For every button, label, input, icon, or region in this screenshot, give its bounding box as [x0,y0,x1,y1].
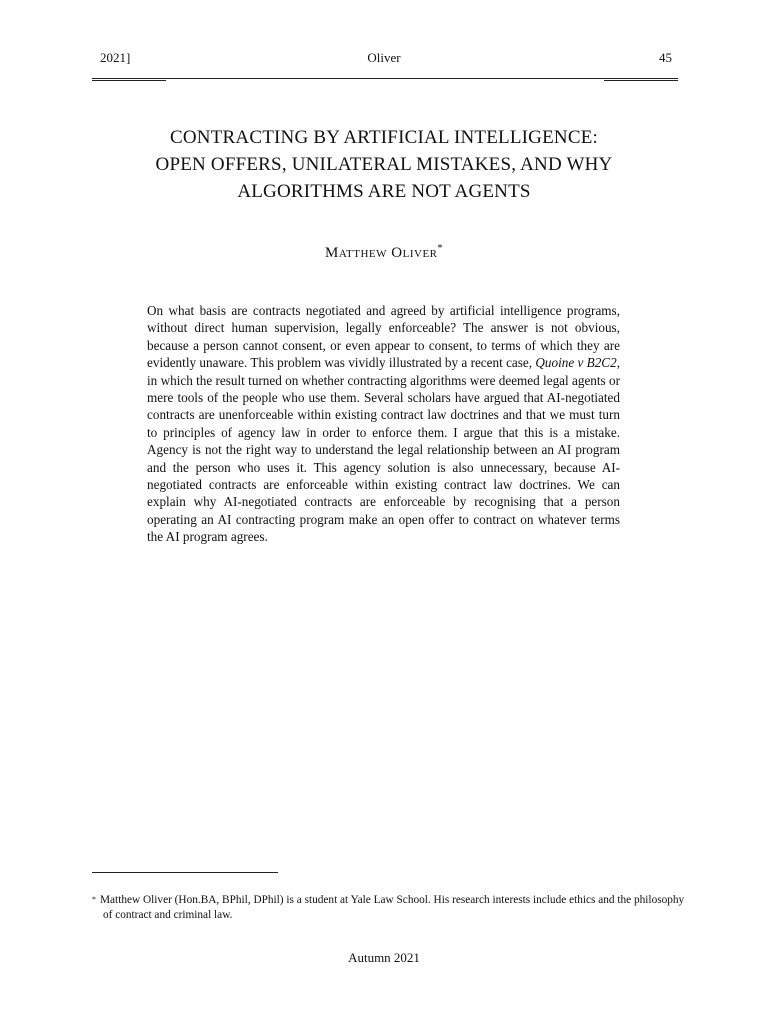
footnote-separator [92,872,278,873]
footnote-text: Matthew Oliver (Hon.BA, BPhil, DPhil) is a student at Yale Law School. His research interests include ethics and the philosophy of contract and criminal law. [100,894,685,921]
header-page-number: 45 [659,50,672,65]
abstract-text-end: , in which the result turned on whether contracting algorithms were deemed legal agents or mere tools of the people who use them. Several scholars have argued that AI-negotiated contracts are unenforceable within existing contract law doctrines and that we must turn to principles of agency law in order to enforce them. I argue that this is a mistake. Agency is not the right way to understand the legal relationship between an AI program and the person who uses it. This agency solution is also unnecessary, because AI-negotiated contracts are enforceable within existing contract law doctrines. We can explain why AI-negotiated contracts are enforceable by recognising that a person operating an AI contracting program make an open offer to contract on whatever terms the AI program agrees. [147,355,620,545]
author-footnote-mark[interactable]: * [437,243,443,254]
header-author: Oliver [367,50,401,65]
header-rule-left-accent [92,80,166,81]
article-author [0,243,768,262]
header-rule-right-accent [604,80,678,81]
author-footnote [92,893,689,922]
abstract-case-name: Quoine v B2C2 [535,355,617,371]
header-volume-year: 2021] [100,50,131,65]
article-title: CONTRACTING BY ARTIFICIAL INTELLIGENCE: OPEN OFFERS, UNILATERAL MISTAKES, AND WHY ALGORITHMS ARE NOT AGENTS [155,127,613,202]
issue-footer: Autumn 2021 [348,950,420,965]
running-header [0,50,768,70]
header-rule [92,78,678,79]
author-name: Matthew Oliver [324,245,438,261]
footnote-mark: * [92,895,96,904]
article-abstract [147,302,620,546]
abstract-text-start: On what basis are contracts negotiated and agreed by artificial intelligence programs, without direct human supervision, legally enforceable? The answer is not obvious, because a person cannot consent, or even appear to consent, to terms of which they are evidently unaware. This problem was vividly illustrated by a recent case, [147,303,620,371]
